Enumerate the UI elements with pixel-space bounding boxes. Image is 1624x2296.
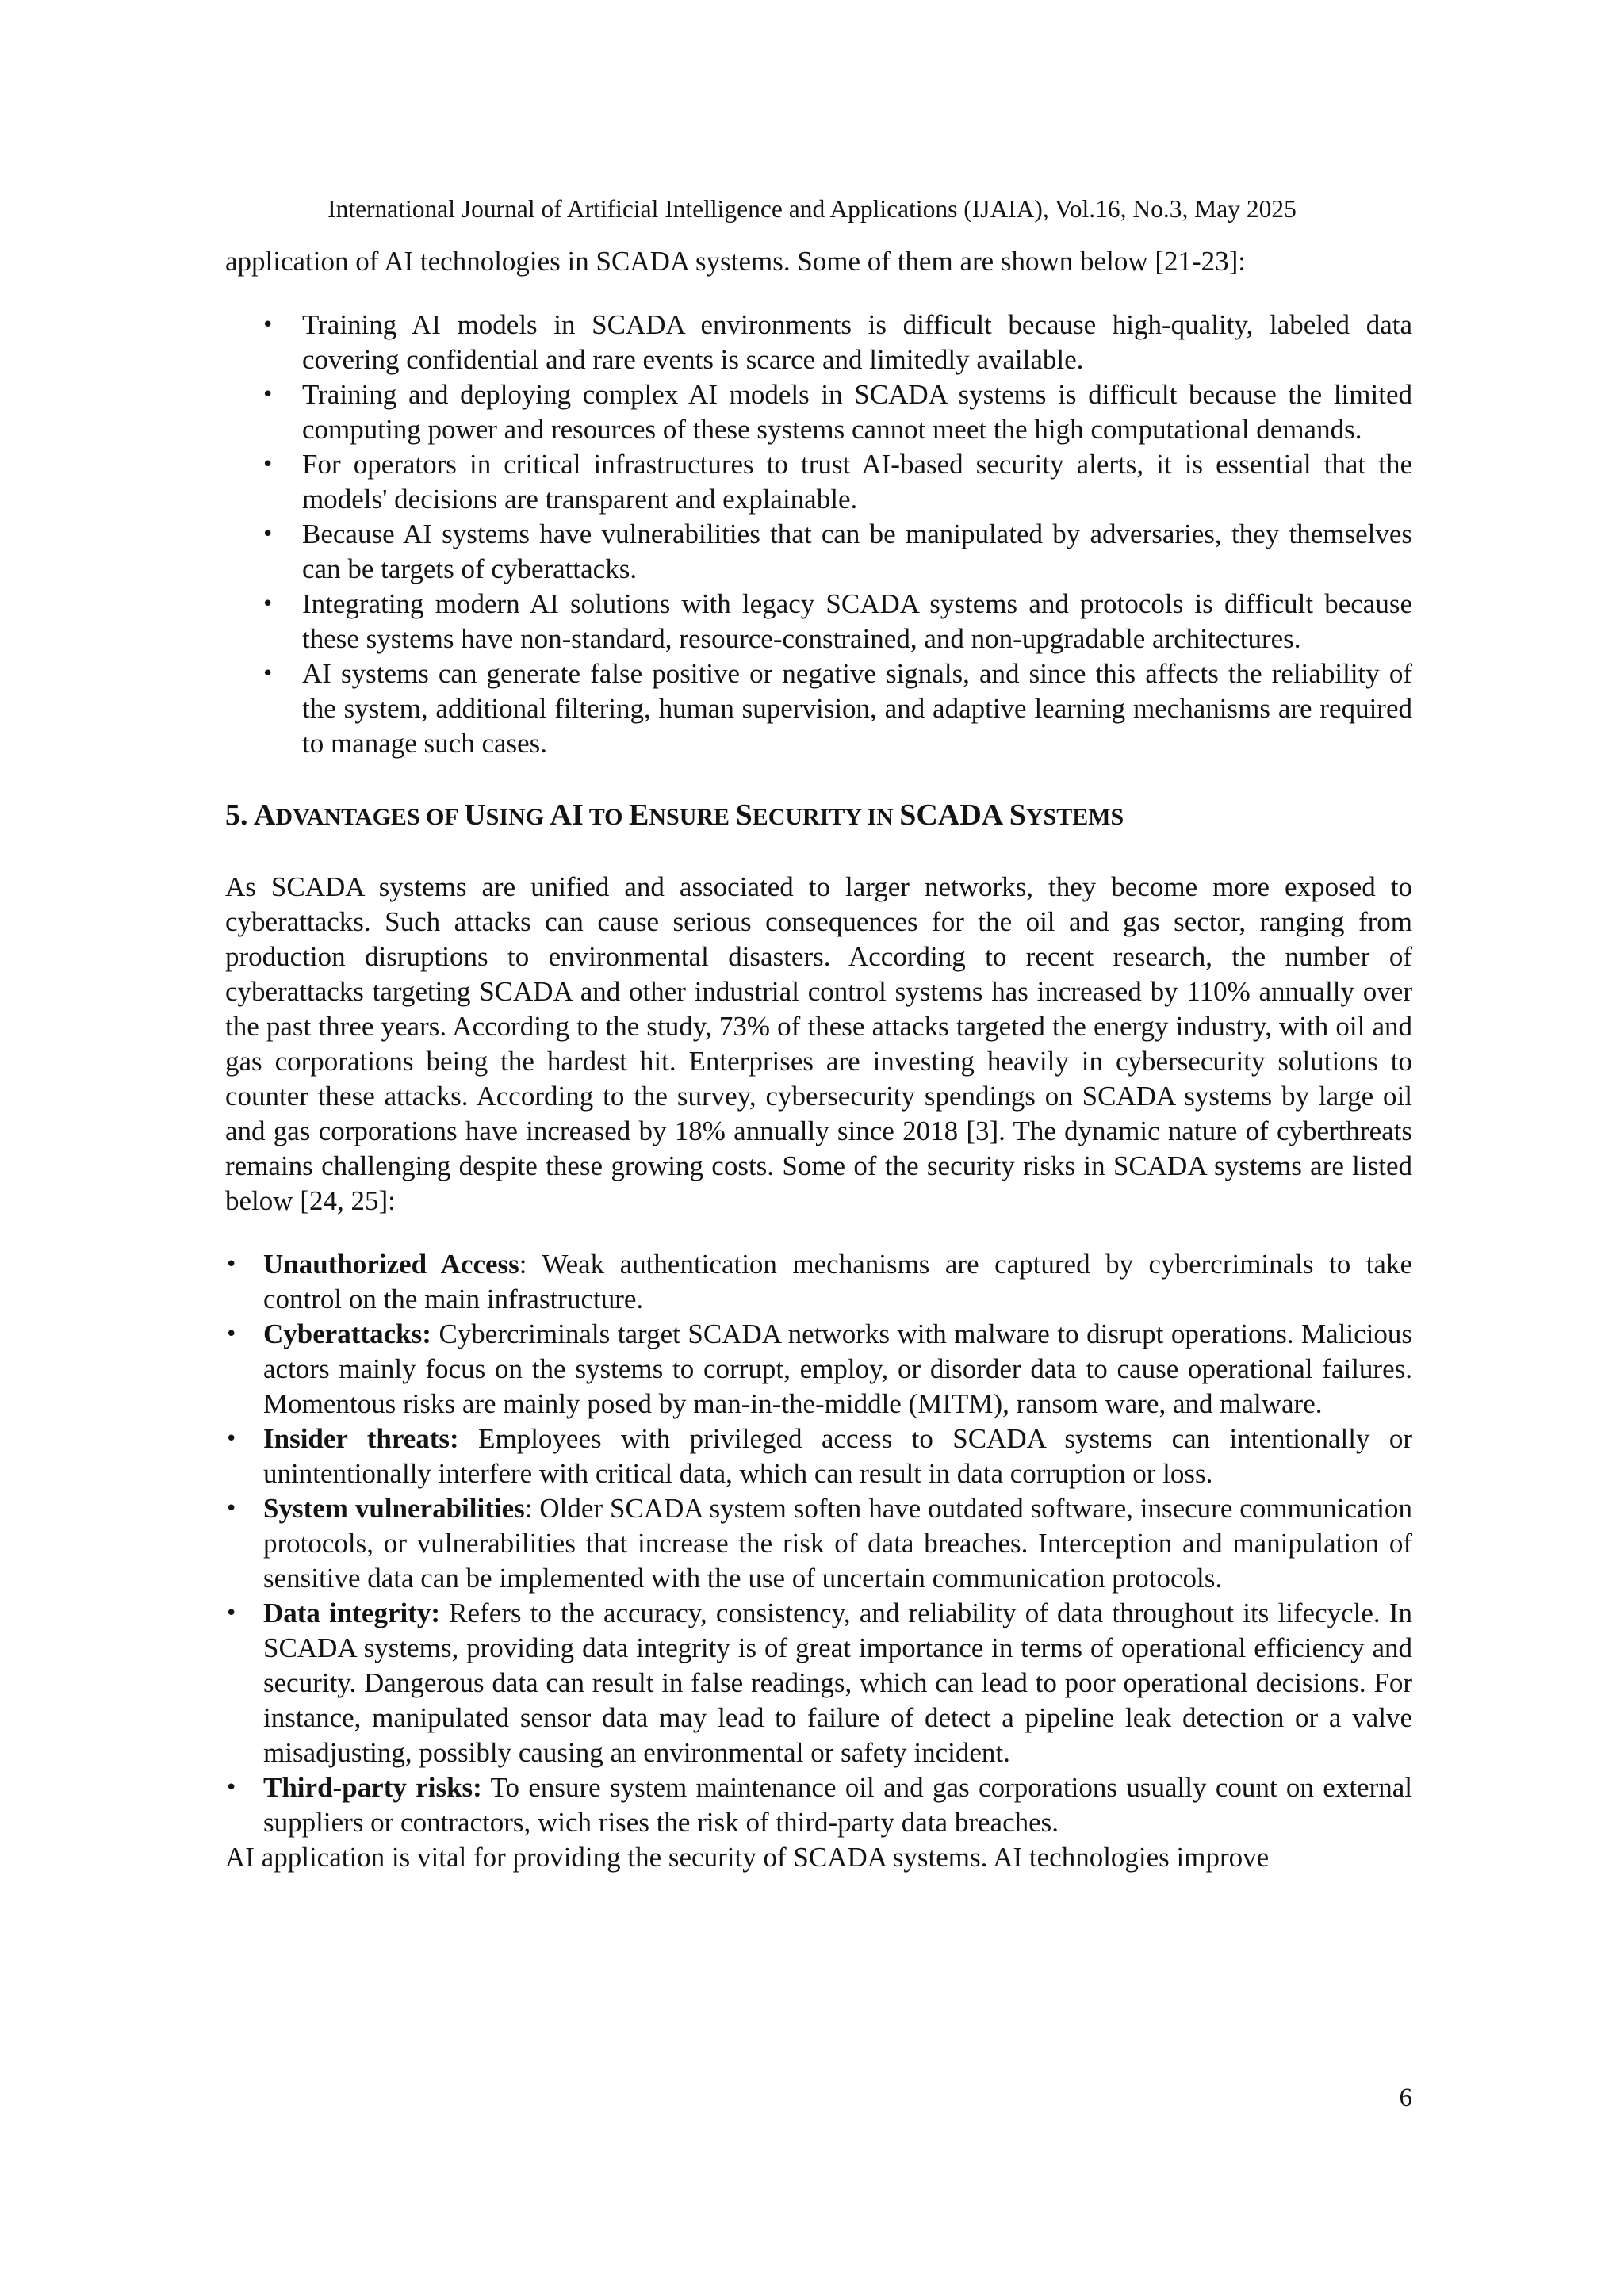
list-item-text: For operators in critical infrastructures to trust AI-based security alerts, it is essential that the models' decisions are transparent and explainable. — [302, 449, 1412, 515]
heading-smallcaps: ECURITY IN — [752, 804, 900, 830]
list-item — [225, 1491, 1412, 1596]
risks-list — [225, 1247, 1412, 1840]
heading-cap: U — [464, 798, 486, 832]
section-number: 5. — [225, 798, 248, 832]
bullet-icon: • — [225, 1497, 238, 1521]
list-item-text: AI systems can generate false positive or negative signals, and since this affects the reliability of the system, additional filtering, human supervision, and adaptive learning mechanisms are required to manage such cases. — [302, 658, 1412, 759]
risk-term: Data integrity: — [263, 1598, 441, 1628]
list-item — [225, 1770, 1412, 1840]
bullet-icon: • — [262, 453, 274, 476]
risk-term: System vulnerabilities — [263, 1493, 525, 1524]
heading-smallcaps: NSURE — [649, 804, 736, 830]
risk-separator: : — [519, 1249, 527, 1280]
heading-cap: S — [1009, 798, 1026, 832]
risk-text: To ensure system maintenance oil and gas corporations usually count on external suppliers or contractors, wich rises the risk of third-party data breaches. — [263, 1772, 1413, 1838]
bullet-icon: • — [262, 383, 274, 407]
heading-cap: AI — [550, 798, 584, 832]
risk-text: Refers to the accuracy, consistency, and reliability of data throughout its lifecycle. In SCADA systems, providing data integrity is of great importance in terms of operational efficiency and security. Dangerous data can result in false readings, which can lead to poor operational decisions. For instance, manipulated sensor data may lead to failure of detect a pipeline leak detection or a valve misadjusting, possibly causing an environmental or safety incident. — [263, 1598, 1412, 1768]
risk-text: Older SCADA system soften have outdated software, insecure communication protocols, or vulnerabilities that increase the risk of data breaches. Interception and manipulation of sensitive data can be implemented with the use of uncertain communication protocols. — [263, 1493, 1413, 1594]
list-item — [225, 1422, 1412, 1491]
risk-text: Employees with privileged access to SCADA systems can intentionally or unintentionally interfere with critical data, which can result in data corruption or loss. — [263, 1423, 1413, 1489]
list-item — [225, 587, 1412, 656]
bullet-icon: • — [225, 1322, 238, 1346]
heading-cap: S — [735, 798, 753, 832]
bullet-icon: • — [225, 1253, 238, 1276]
risk-term: Unauthorized Access — [263, 1249, 519, 1280]
bullet-icon: • — [225, 1427, 238, 1451]
bullet-icon: • — [262, 522, 274, 546]
section-heading — [225, 796, 1412, 836]
page-number: 6 — [1399, 2084, 1412, 2112]
list-item — [225, 1317, 1412, 1422]
intro-line: application of AI technologies in SCADA systems. Some of them are shown below [21-23]: — [225, 246, 1247, 277]
bullet-icon: • — [262, 313, 274, 337]
risk-term: Third-party risks: — [263, 1772, 482, 1803]
list-item — [225, 308, 1412, 377]
risk-text: Cybercriminals target SCADA networks with malware to disrupt operations. Malicious actors mainly focus on the systems to corrupt, employ, or disorder data to cause operational failures. Momentous risks are mainly posed by man-in-the-middle (MITM), ransom ware, and malware. — [263, 1318, 1412, 1419]
bullet-icon: • — [225, 1776, 238, 1800]
heading-smallcaps: TO — [583, 804, 629, 830]
bullet-icon: • — [262, 662, 274, 686]
bullet-icon: • — [225, 1601, 238, 1625]
risk-term: Cyberattacks: — [263, 1318, 431, 1349]
list-item-text: Integrating modern AI solutions with legacy SCADA systems and protocols is difficult because these systems have non-standard, resource-constrained, and non-upgradable architectures. — [302, 588, 1412, 654]
journal-header: International Journal of Artificial Intelligence and Applications (IJAIA), Vol.16, No.3, May 2025 — [327, 195, 1297, 223]
risk-separator: : — [524, 1493, 533, 1524]
list-item-text: Because AI systems have vulnerabilities that can be manipulated by adversaries, they themselves can be targets of cyberattacks. — [302, 519, 1412, 584]
list-item — [225, 517, 1412, 587]
heading-smallcaps: DVANTAGES OF — [275, 804, 465, 830]
heading-smallcaps: SING — [485, 804, 550, 830]
heading-cap: E — [629, 798, 649, 832]
risk-term: Insider threats: — [263, 1423, 459, 1454]
closing-line: AI application is vital for providing the security of SCADA systems. AI technologies improve — [225, 1842, 1270, 1873]
list-item-text: Training AI models in SCADA environments is difficult because high-quality, labeled data covering confidential and rare events is scarce and limitedly available. — [302, 309, 1412, 375]
list-item — [225, 377, 1412, 447]
heading-cap: A — [253, 798, 276, 832]
list-item — [225, 447, 1412, 517]
challenges-list — [225, 308, 1412, 761]
list-item — [225, 1596, 1412, 1770]
body-paragraph: As SCADA systems are unified and associated to larger networks, they become more exposed to cyberattacks. Such attacks can cause serious consequences for the oil and gas sector, ranging from production disruptions to environmental disasters. According to recent research, the number of cyberattacks targeting SCADA and other industrial control systems has increased by 110% annually over the past three years. According to the study, 73% of these attacks targeted the energy industry, with oil and gas corporations being the hardest hit. Enterprises are investing heavily in cybersecurity solutions to counter these attacks. According to the survey, cybersecurity spendings on SCADA systems by large oil and gas corporations have increased by 18% annually since 2018 [3]. The dynamic nature of cyberthreats remains challenging despite these growing costs. Some of the security risks in SCADA systems are listed below [24, 25]: — [225, 871, 1412, 1216]
bullet-icon: • — [262, 592, 274, 616]
list-item — [225, 656, 1412, 761]
heading-smallcaps: YSTEMS — [1025, 804, 1124, 830]
page-content — [225, 244, 1412, 1875]
list-item-text: Training and deploying complex AI models in SCADA systems is difficult because the limited computing power and resources of these systems cannot meet the high computational demands. — [302, 379, 1412, 445]
heading-smallcaps — [1003, 804, 1009, 830]
risk-text: Weak authentication mechanisms are captured by cybercriminals to take control on the main infrastructure. — [263, 1249, 1413, 1314]
list-item — [225, 1247, 1412, 1317]
heading-cap: SCADA — [899, 798, 1004, 832]
